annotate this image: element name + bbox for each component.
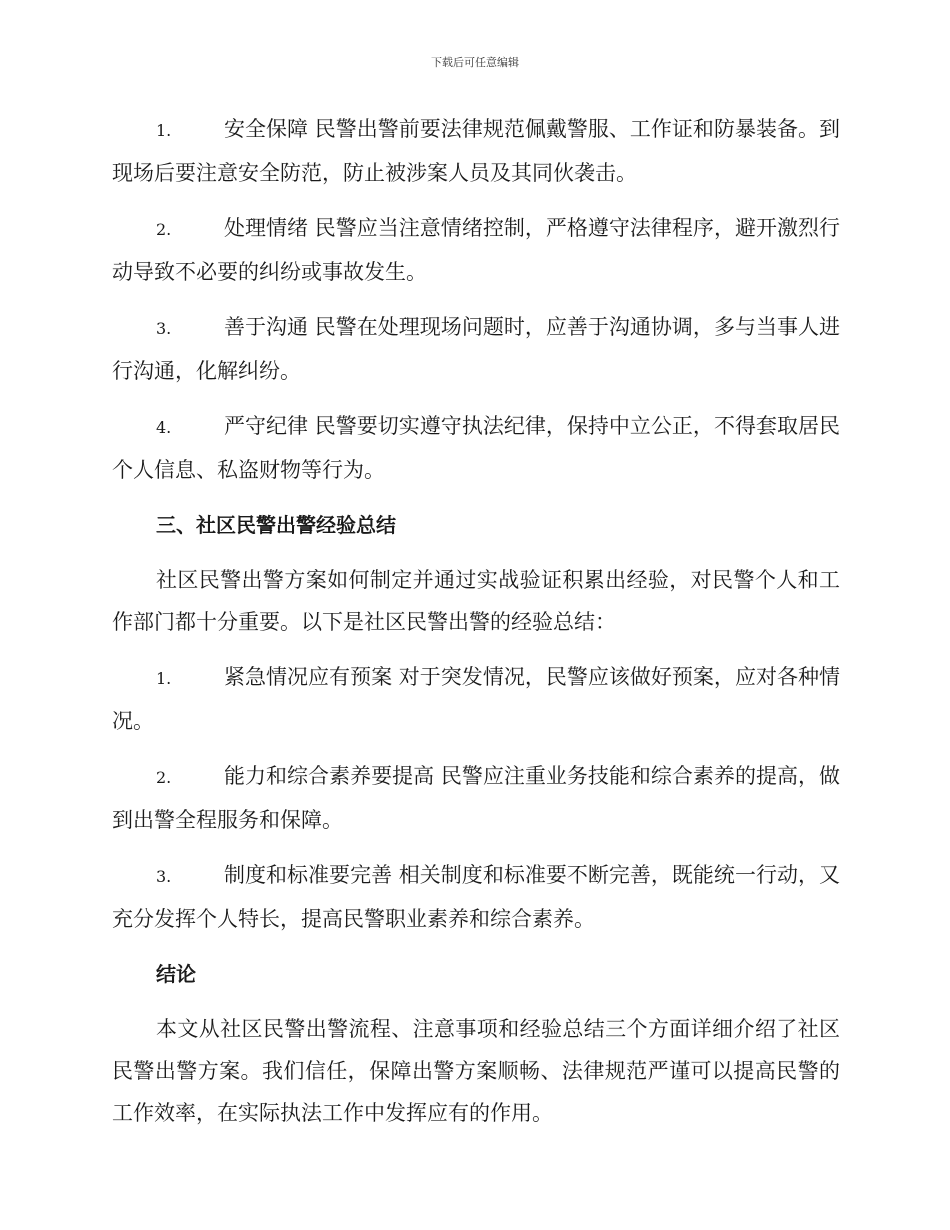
section-intro: 社区民警出警方案如何制定并通过实战验证积累出经验，对民警个人和工作部门都十分重要。以下是社区民警出警的经验总结： — [112, 568, 840, 634]
item-text: 民警出警前要法律规范佩戴警服、工作证和防暴装备。到现场后要注意安全防范，防止被涉案人员及其同伙袭击。 — [112, 117, 840, 185]
item-title: 制度和标准要完善 — [224, 863, 393, 887]
list-item — [112, 207, 840, 293]
document-body — [112, 108, 840, 1147]
item-number: 1. — [156, 669, 172, 688]
item-text: 民警应注重业务技能和综合素养的提高，做到出警全程服务和保障。 — [112, 764, 840, 832]
conclusion-text: 本文从社区民警出警流程、注意事项和经验总结三个方面详细介绍了社区民警出警方案。我们信任，保障出警方案顺畅、法律规范严谨可以提高民警的工作效率，在实际执法工作中发挥应有的作用。 — [112, 1017, 840, 1125]
section-heading: 三、社区民警出警经验总结 — [156, 513, 396, 537]
item-title: 安全保障 — [224, 117, 309, 141]
list-item — [112, 306, 840, 392]
item-number: 2. — [156, 220, 172, 239]
item-text: 民警要切实遵守执法纪律，保持中立公正，不得套取居民个人信息、私盗财物等行为。 — [112, 414, 840, 482]
list-item — [112, 405, 840, 491]
list-item — [112, 656, 840, 742]
item-title: 处理情绪 — [224, 216, 309, 240]
item-title: 紧急情况应有预案 — [224, 665, 393, 689]
header-note: 下载后可任意编辑 — [431, 56, 519, 69]
item-number: 4. — [156, 418, 172, 437]
item-title: 严守纪律 — [224, 414, 309, 438]
item-title: 善于沟通 — [224, 315, 309, 339]
item-text: 民警应当注意情绪控制，严格遵守法律程序，避开激烈行动导致不必要的纠纷或事故发生。 — [112, 216, 840, 284]
item-number: 1. — [156, 121, 172, 140]
item-text: 对于突发情况，民警应该做好预案，应对各种情况。 — [112, 665, 840, 733]
list-item — [112, 108, 840, 194]
item-text: 相关制度和标准要不断完善，既能统一行动，又充分发挥个人特长，提高民警职业素养和综合素养。 — [112, 863, 840, 931]
item-number: 3. — [156, 867, 172, 886]
item-number: 3. — [156, 319, 172, 338]
item-text: 民警在处理现场问题时，应善于沟通协调，多与当事人进行沟通，化解纠纷。 — [112, 315, 840, 383]
conclusion-heading: 结论 — [156, 962, 196, 986]
item-number: 2. — [156, 768, 172, 787]
list-item — [112, 854, 840, 940]
item-title: 能力和综合素养要提高 — [224, 764, 435, 788]
list-item — [112, 755, 840, 841]
